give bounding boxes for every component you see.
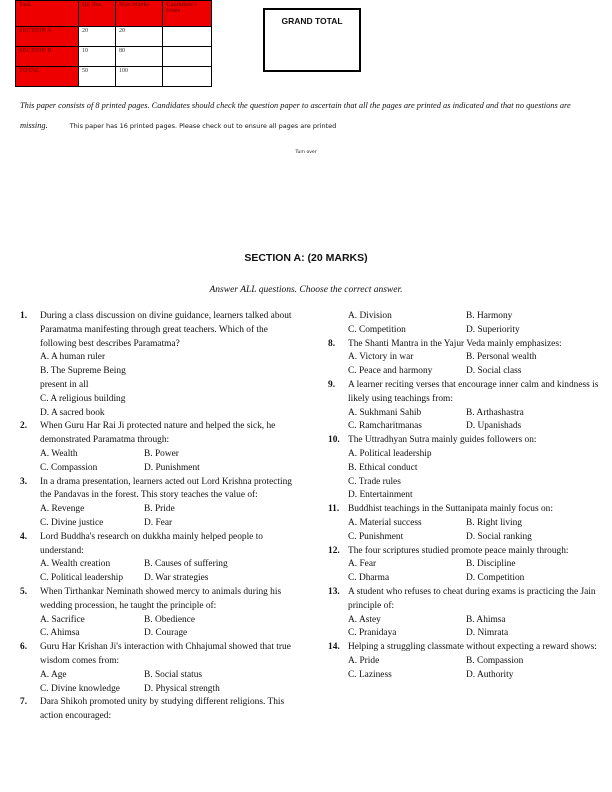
answer-option: A. Sukhmani Sahib <box>348 407 422 418</box>
question-text: The Shanti Mantra in the Yajur Veda mainly emphasizes: <box>348 338 562 349</box>
note-text: This paper consists of 8 printed pages. Candidates should check the question paper to ascertain that all the pages are printed as indicated and that no questions are missing. <box>20 101 571 130</box>
questions-right-column <box>328 310 603 683</box>
handwritten-note: This paper has 16 printed pages. Please check out to ensure all pages are printed <box>69 122 337 130</box>
options-row <box>40 351 302 365</box>
answer-option: C. Divine justice <box>40 517 104 528</box>
options-row <box>348 489 603 503</box>
answer-option: B. Harmony <box>466 311 513 321</box>
cell: 20 <box>116 27 163 47</box>
question <box>328 434 603 503</box>
question <box>328 503 603 544</box>
answer-option: C. Compassion <box>40 462 98 473</box>
answer-option: A. A human ruler <box>40 352 106 363</box>
answer-option: D. Social ranking <box>466 531 532 542</box>
options-row <box>348 365 603 379</box>
options-row <box>40 448 302 462</box>
answer-option: B. Causes of suffering <box>144 559 228 570</box>
question-number: 1. <box>20 311 28 321</box>
answer-option: C. Ramcharitmanas <box>348 421 422 432</box>
options-row <box>40 572 302 586</box>
answer-option: A. Pride <box>348 655 380 666</box>
options-row <box>348 351 603 365</box>
options-row <box>348 655 603 669</box>
cell <box>163 47 212 67</box>
header-score: Candidate's Score <box>163 1 212 27</box>
question-number: 9. <box>328 379 336 390</box>
answer-option: A. Wealth creation <box>40 559 111 570</box>
questions-left-column <box>20 310 302 724</box>
options-row <box>40 669 302 683</box>
answer-option: C. Dharma <box>348 573 390 584</box>
question-number: 8. <box>328 338 336 349</box>
answer-option: D. Authority <box>466 669 514 680</box>
options-row <box>40 407 302 421</box>
answer-option: B. Compassion <box>466 655 524 666</box>
answer-option: D. A sacred book <box>40 407 105 418</box>
turn-over: Turn over <box>295 150 317 155</box>
answer-option: A. Revenge <box>40 504 85 515</box>
question-text: The Uttradhyan Sutra mainly guides followers on: <box>348 435 537 446</box>
answer-option: B. Ethical conduct <box>348 462 418 473</box>
section-title: SECTION A: (20 MARKS) <box>244 252 368 264</box>
question-text: Buddhist teachings in the Suttanipata mainly focus on: <box>348 504 553 515</box>
answer-option: A. Age <box>40 669 67 680</box>
question-text: When Guru Har Rai Ji protected nature and helped the sick, he demonstrated Paramatma through: <box>40 421 276 446</box>
options-row <box>40 614 302 628</box>
answer-option: D. Physical strength <box>144 683 220 694</box>
question <box>20 420 302 475</box>
answer-option: D. Courage <box>144 628 188 639</box>
question <box>20 310 302 420</box>
answer-option: B. Arthashastra <box>466 407 524 418</box>
options-row <box>348 531 603 545</box>
question-number: 3. <box>20 476 28 487</box>
answer-option: D. Competition <box>466 573 525 584</box>
question-number: 13. <box>328 586 340 597</box>
answer-option: D. War strategies <box>144 573 209 584</box>
cell: 20 <box>79 27 116 47</box>
options-row <box>40 627 302 641</box>
options-row <box>40 393 302 407</box>
answer-option: A. Sacrifice <box>40 614 85 625</box>
cell: 10 <box>79 47 116 67</box>
answer-option: D. Social class <box>466 366 522 377</box>
question <box>328 641 603 682</box>
options-row <box>348 627 603 641</box>
row-label: TOTAL <box>16 67 79 87</box>
grand-total-box: GRAND TOTAL <box>263 8 361 72</box>
answer-option: B. Power <box>144 448 179 459</box>
answer-option: B. Social status <box>144 669 203 680</box>
answer-option: A. Astey <box>348 614 381 625</box>
question-text: In a drama presentation, learners acted out Lord Krishna protecting the Pandavas in the forest. This story teaches the value of: <box>40 476 292 501</box>
answer-option: C. Peace and harmony <box>348 366 433 377</box>
answer-option: C. Trade rules <box>348 476 401 487</box>
question-text: A student who refuses to cheat during exams is practicing the Jain principle of: <box>348 586 596 611</box>
answer-option: A. Victory in war <box>348 352 414 363</box>
answer-option: C. Pranidaya <box>348 628 397 639</box>
options-row <box>40 517 302 531</box>
question <box>20 476 302 531</box>
options-row <box>348 669 603 683</box>
question <box>328 338 603 379</box>
question-text: When Tirthankar Neminath showed mercy to animals during his wedding procession, he taught the principle of: <box>40 586 282 611</box>
answer-option: B. Discipline <box>466 559 516 570</box>
answer-option: C. Ahimsa <box>40 628 80 639</box>
question-number: 5. <box>20 586 28 597</box>
header-task: Task <box>16 1 79 27</box>
answer-option: A. Wealth <box>40 448 78 459</box>
question-text: Guru Har Krishan Ji's interaction with Chhajumal showed that true wisdom comes from: <box>40 642 291 666</box>
row-label: SECTION B <box>16 47 79 67</box>
options-row <box>348 310 603 324</box>
instructions-note <box>20 96 605 136</box>
section-instruction: Answer ALL questions. Choose the correct answer. <box>209 285 403 295</box>
answer-option: C. A religious building <box>40 393 126 404</box>
cell: 100 <box>116 67 163 87</box>
answer-option: A. Material success <box>348 517 422 528</box>
answer-option: D. Punishment <box>144 462 200 473</box>
answer-option: B. The Supreme Being present in all <box>40 366 126 390</box>
question-text: The four scriptures studied promote peace mainly through: <box>348 545 569 556</box>
question-number: 14. <box>328 642 340 653</box>
question-number: 6. <box>20 642 28 653</box>
answer-option: D. Nimrata <box>466 628 509 639</box>
options-row <box>40 683 302 697</box>
answer-option: C. Laziness <box>348 669 392 680</box>
options-row <box>348 462 603 476</box>
options-row <box>348 324 603 338</box>
question <box>328 586 603 641</box>
question-number <box>328 310 348 338</box>
question <box>328 310 603 338</box>
cell: 50 <box>79 67 116 87</box>
options-row <box>348 614 603 628</box>
question <box>20 641 302 696</box>
options-row <box>348 448 603 462</box>
question-text: During a class discussion on divine guidance, learners talked about Paramatma manifesting through great teachers. Which of the following best describes Paramatma? <box>40 311 292 349</box>
answer-option: A. Political leadership <box>348 448 432 459</box>
question-text: Lord Buddha's research on dukkha mainly helped people to understand: <box>40 531 263 556</box>
question-number: 12. <box>328 545 340 556</box>
cell <box>163 67 212 87</box>
question-text: Helping a struggling classmate without expecting a reward shows: <box>348 642 597 653</box>
cell <box>163 27 212 47</box>
answer-option: B. Right living <box>466 517 522 528</box>
options-row <box>348 572 603 586</box>
answer-option: D. Fear <box>144 517 173 528</box>
answer-option: B. Pride <box>144 504 175 515</box>
cell: 80 <box>116 47 163 67</box>
answer-option: C. Punishment <box>348 531 404 542</box>
question-text: A learner reciting verses that encourage inner calm and kindness is likely using teachings from: <box>348 379 599 404</box>
options-row <box>40 365 302 393</box>
answer-option: D. Entertainment <box>348 490 413 501</box>
answer-option: B. Ahimsa <box>466 614 506 625</box>
answer-option: D. Upanishads <box>466 421 522 432</box>
question-number: 10. <box>328 435 340 446</box>
question-number: 11. <box>328 504 340 515</box>
answer-option: C. Divine knowledge <box>40 683 120 694</box>
answer-option: D. Superiority <box>466 324 520 335</box>
question <box>328 545 603 586</box>
question-number: 4. <box>20 531 28 542</box>
answer-option: A. Division <box>348 311 392 321</box>
question <box>20 586 302 641</box>
answer-option: C. Political leadership <box>40 573 124 584</box>
header-max: Max Marks <box>116 1 163 27</box>
options-row <box>348 407 603 421</box>
options-row <box>348 558 603 572</box>
options-row <box>348 517 603 531</box>
question <box>20 696 302 724</box>
row-label: SECTION A <box>16 27 79 47</box>
answer-option: C. Competition <box>348 324 406 335</box>
question <box>20 531 302 586</box>
options-row <box>348 476 603 490</box>
score-table <box>15 0 212 87</box>
header-qn: Qn Nos. <box>79 1 116 27</box>
answer-option: B. Personal wealth <box>466 352 537 363</box>
question-number: 7. <box>20 697 28 708</box>
question-text: Dara Shikoh promoted unity by studying different religions. This action encouraged: <box>40 697 285 722</box>
options-row <box>348 420 603 434</box>
question <box>328 379 603 434</box>
question-number: 2. <box>20 421 28 432</box>
options-row <box>40 558 302 572</box>
answer-option: A. Fear <box>348 559 377 570</box>
answer-option: B. Obedience <box>144 614 196 625</box>
options-row <box>40 503 302 517</box>
options-row <box>40 462 302 476</box>
